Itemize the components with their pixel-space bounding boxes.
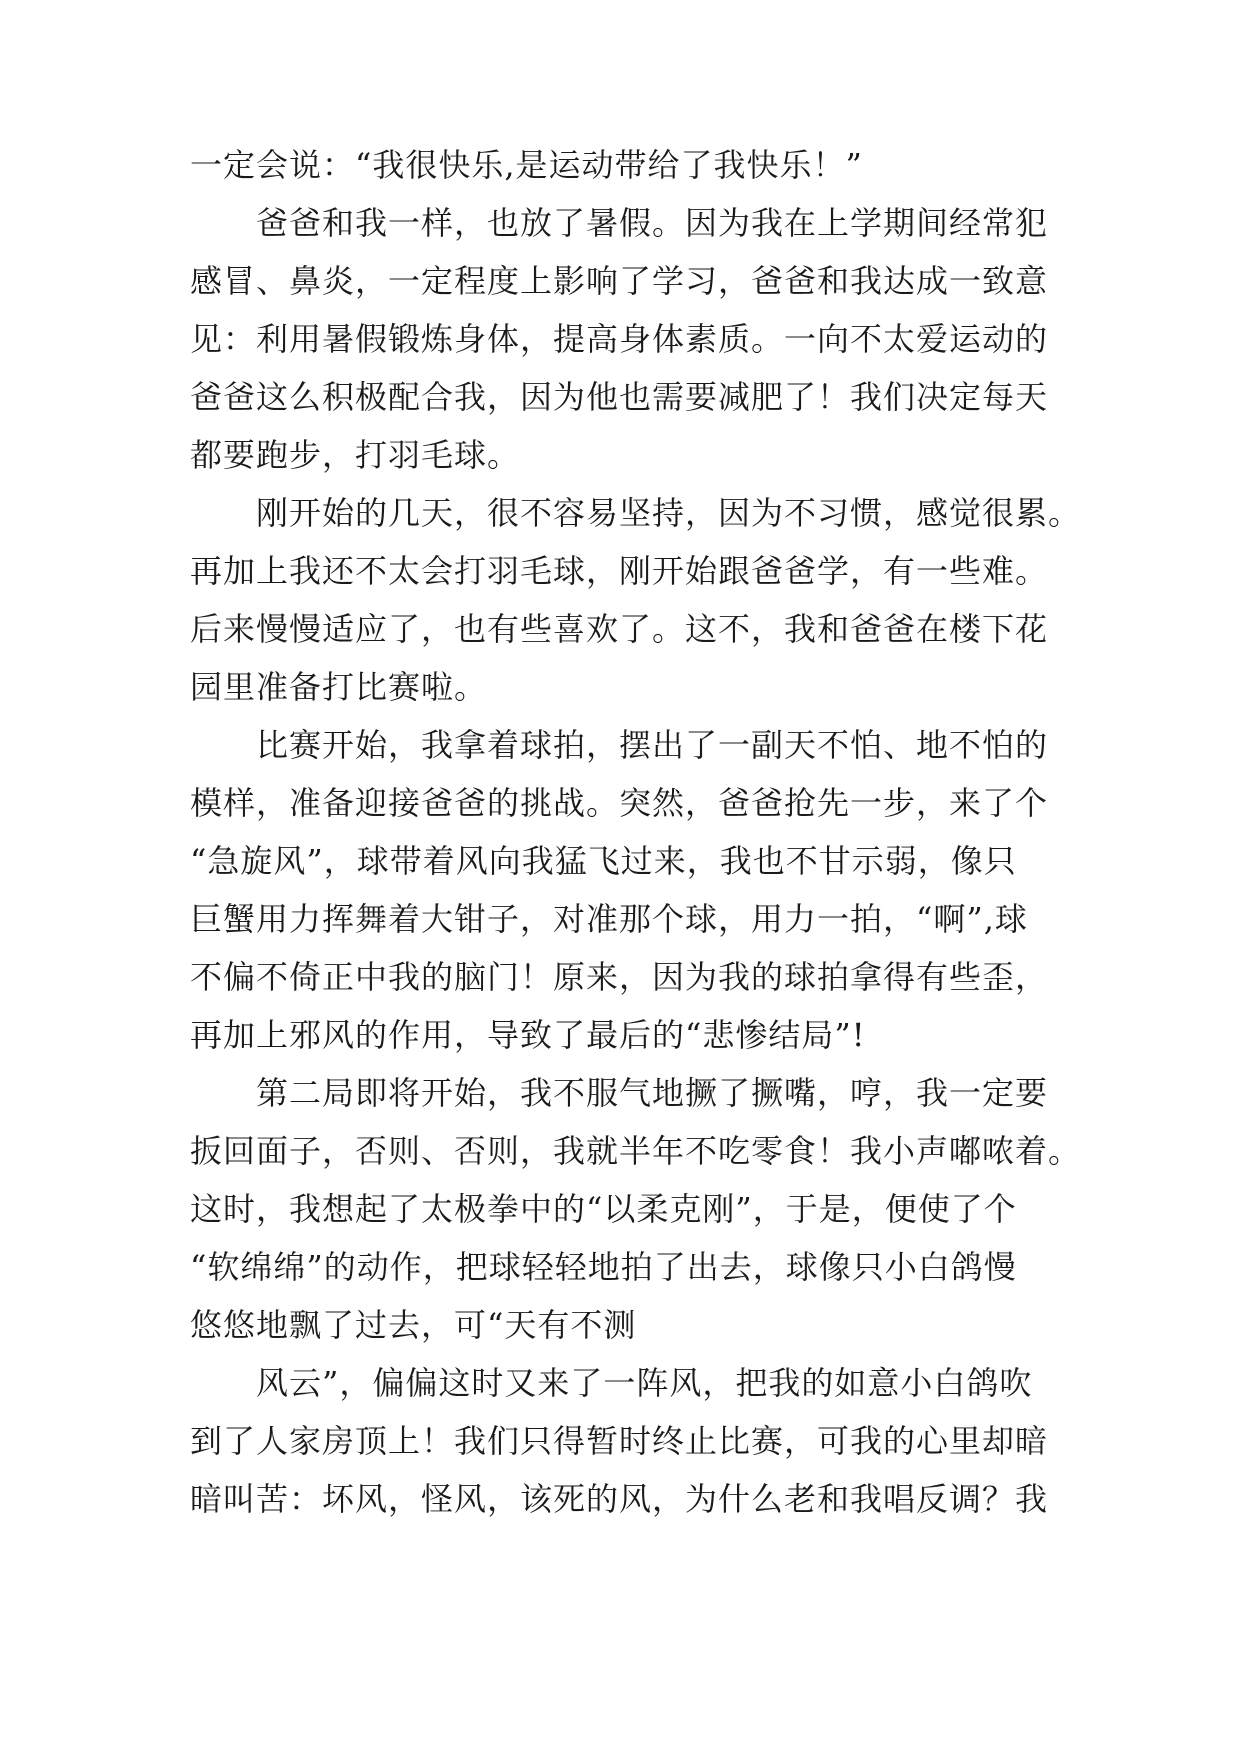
text-line: 暗叫苦：坏风，怪风，该死的风，为什么老和我唱反调？我 xyxy=(190,1480,1049,1518)
text-line: 后来慢慢适应了，也有些喜欢了。这不，我和爸爸在楼下花 xyxy=(190,610,1049,648)
paragraph-first-line: 刚开始的几天，很不容易坚持，因为不习惯，感觉很累。 xyxy=(256,494,1082,532)
text-line: 不偏不倚正中我的脑门！原来，因为我的球拍拿得有些歪， xyxy=(190,958,1049,996)
text-line: 再加上我还不太会打羽毛球，刚开始跟爸爸学，有一些难。 xyxy=(190,552,1049,590)
text-line: “软绵绵”的动作，把球轻轻地拍了出去，球像只小白鸽慢 xyxy=(190,1248,1017,1286)
text-line: 园里准备打比赛啦。 xyxy=(190,668,488,706)
text-line: 模样，准备迎接爸爸的挑战。突然，爸爸抢先一步，来了个 xyxy=(190,784,1049,822)
text-line: 都要跑步，打羽毛球。 xyxy=(190,436,521,474)
text-line: “急旋风”，球带着风向我猛飞过来，我也不甘示弱，像只 xyxy=(190,842,1017,880)
text-line: 一定会说：“我很快乐,是运动带给了我快乐！” xyxy=(190,146,863,184)
text-line: 再加上邪风的作用，导致了最后的“悲惨结局”! xyxy=(190,1016,866,1054)
paragraph-first-line: 比赛开始，我拿着球拍，摆出了一副天不怕、地不怕的 xyxy=(256,726,1049,764)
paragraph-first-line: 第二局即将开始，我不服气地撅了撅嘴，哼，我一定要 xyxy=(256,1074,1049,1112)
text-line: 巨蟹用力挥舞着大钳子，对准那个球，用力一拍，“啊”,球 xyxy=(190,900,1028,938)
text-line: 悠悠地飘了过去，可“天有不测 xyxy=(190,1306,637,1344)
text-line: 见：利用暑假锻炼身体，提高身体素质。一向不太爱运动的 xyxy=(190,320,1049,358)
paragraph-first-line: 爸爸和我一样，也放了暑假。因为我在上学期间经常犯 xyxy=(256,204,1049,242)
text-line: 扳回面子，否则、否则，我就半年不吃零食！我小声嘟哝着。 xyxy=(190,1132,1082,1170)
text-line: 这时，我想起了太极拳中的“以柔克刚”，于是，便使了个 xyxy=(190,1190,1017,1228)
text-line: 爸爸这么积极配合我，因为他也需要减肥了！我们决定每天 xyxy=(190,378,1049,416)
paragraph-first-line: 风云”，偏偏这时又来了一阵风，把我的如意小白鸽吹 xyxy=(256,1364,1033,1402)
text-line: 感冒、鼻炎，一定程度上影响了学习，爸爸和我达成一致意 xyxy=(190,262,1049,300)
document-body xyxy=(190,136,1082,1528)
text-line: 到了人家房顶上！我们只得暂时终止比赛，可我的心里却暗 xyxy=(190,1422,1049,1460)
